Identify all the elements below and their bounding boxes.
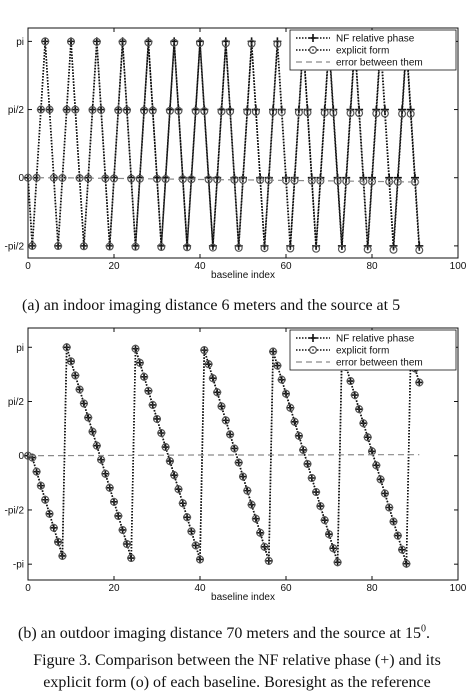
point-circle-dot bbox=[216, 391, 218, 393]
point-circle-dot bbox=[182, 502, 184, 504]
point-circle-dot bbox=[272, 351, 274, 353]
legend bbox=[290, 30, 456, 70]
point-circle-dot bbox=[281, 379, 283, 381]
point-circle-dot bbox=[40, 485, 42, 487]
point-circle-dot bbox=[221, 405, 223, 407]
point-circle-dot bbox=[294, 421, 296, 423]
caption-b bbox=[18, 624, 474, 644]
point-circle-dot bbox=[315, 248, 317, 250]
point-circle-dot bbox=[238, 462, 240, 464]
point-circle-dot bbox=[212, 377, 214, 379]
point-circle-dot bbox=[126, 543, 128, 545]
point-circle-dot bbox=[66, 346, 68, 348]
point-circle-dot bbox=[225, 42, 227, 44]
caption-b-end: . bbox=[426, 625, 430, 642]
point-circle-dot bbox=[375, 113, 377, 115]
point-circle-dot bbox=[393, 521, 395, 523]
series-line-error-between-them bbox=[28, 455, 419, 456]
point-circle-dot bbox=[285, 393, 287, 395]
point-circle-dot bbox=[92, 109, 94, 111]
point-circle-dot bbox=[358, 112, 360, 114]
point-circle-dot bbox=[311, 477, 313, 479]
point-circle-dot bbox=[165, 178, 167, 180]
point-circle-dot bbox=[74, 374, 76, 376]
point-circle-dot bbox=[44, 499, 46, 501]
point-circle-dot bbox=[384, 113, 386, 115]
point-circle-dot bbox=[380, 479, 382, 481]
point-circle-dot bbox=[208, 363, 210, 365]
y-tick-label: pi bbox=[16, 342, 24, 354]
series-line-nf-relative-phase bbox=[28, 41, 419, 246]
point-circle-dot bbox=[36, 177, 38, 179]
point-circle-dot bbox=[160, 246, 162, 248]
point-circle-dot bbox=[100, 459, 102, 461]
point-circle-dot bbox=[62, 555, 64, 557]
point-circle-dot bbox=[324, 519, 326, 521]
point-circle-dot bbox=[203, 110, 205, 112]
point-circle-dot bbox=[345, 180, 347, 182]
point-circle-dot bbox=[259, 532, 261, 534]
point-circle-dot bbox=[324, 112, 326, 114]
point-circle-dot bbox=[367, 249, 369, 251]
caption-b-degree: 0 bbox=[421, 623, 426, 635]
point-circle-dot bbox=[307, 463, 309, 465]
point-circle-dot bbox=[74, 109, 76, 111]
point-circle-dot bbox=[285, 179, 287, 181]
point-circle-dot bbox=[49, 513, 51, 515]
point-circle-dot bbox=[289, 407, 291, 409]
point-circle-dot bbox=[36, 471, 38, 473]
point-circle-dot bbox=[109, 246, 111, 248]
x-tick-label: 60 bbox=[280, 583, 292, 594]
point-circle-dot bbox=[332, 112, 334, 114]
chart-b bbox=[0, 318, 474, 618]
y-tick-label: pi/2 bbox=[7, 397, 24, 409]
point-circle-dot bbox=[165, 446, 167, 448]
point-circle-dot bbox=[307, 112, 309, 114]
point-circle-dot bbox=[139, 362, 141, 364]
point-circle-dot bbox=[57, 541, 59, 543]
figure-caption-line1: Figure 3. Comparison between the NF relative phase (+) and its bbox=[33, 652, 441, 669]
point-circle-dot bbox=[57, 245, 59, 247]
legend-marker-dot bbox=[312, 49, 314, 51]
point-circle-dot bbox=[199, 559, 201, 561]
point-circle-dot bbox=[216, 179, 218, 181]
point-circle-dot bbox=[350, 380, 352, 382]
point-circle-dot bbox=[350, 112, 352, 114]
point-circle-dot bbox=[31, 245, 33, 247]
point-circle-dot bbox=[109, 487, 111, 489]
point-circle-dot bbox=[126, 109, 128, 111]
x-tick-label: 0 bbox=[25, 261, 31, 272]
point-circle-dot bbox=[272, 111, 274, 113]
point-circle-dot bbox=[277, 43, 279, 45]
point-circle-dot bbox=[229, 111, 231, 113]
point-circle-dot bbox=[130, 557, 132, 559]
point-circle-dot bbox=[66, 109, 68, 111]
legend bbox=[290, 330, 456, 370]
point-circle-dot bbox=[96, 445, 98, 447]
point-circle-dot bbox=[406, 563, 408, 565]
point-circle-dot bbox=[255, 111, 257, 113]
point-circle-dot bbox=[148, 42, 150, 44]
x-tick-label: 60 bbox=[280, 261, 292, 272]
point-circle-dot bbox=[40, 109, 42, 111]
x-tick-label: 20 bbox=[108, 261, 120, 272]
point-circle-dot bbox=[238, 247, 240, 249]
point-circle-dot bbox=[83, 245, 85, 247]
point-circle-dot bbox=[87, 417, 89, 419]
point-circle-dot bbox=[113, 501, 115, 503]
y-tick-label: pi bbox=[16, 36, 24, 48]
point-circle-dot bbox=[148, 390, 150, 392]
point-circle-dot bbox=[268, 560, 270, 562]
legend-label: error between them bbox=[336, 57, 423, 69]
point-circle-dot bbox=[358, 408, 360, 410]
x-tick-label: 80 bbox=[366, 583, 378, 594]
x-axis-label: baseline index bbox=[211, 270, 275, 281]
point-circle-dot bbox=[83, 403, 85, 405]
legend-label: explicit form bbox=[336, 45, 390, 57]
point-circle-dot bbox=[251, 43, 253, 45]
point-circle-dot bbox=[264, 546, 266, 548]
point-circle-dot bbox=[105, 473, 107, 475]
point-circle-dot bbox=[298, 111, 300, 113]
point-circle-dot bbox=[135, 246, 137, 248]
point-circle-dot bbox=[156, 178, 158, 180]
figure-caption bbox=[0, 650, 474, 694]
x-tick-label: 100 bbox=[449, 583, 467, 594]
point-circle-dot bbox=[173, 42, 175, 44]
point-circle-dot bbox=[418, 382, 420, 384]
legend-label: error between them bbox=[336, 357, 423, 369]
legend-marker-dot bbox=[312, 349, 314, 351]
point-circle-dot bbox=[143, 110, 145, 112]
point-circle-dot bbox=[354, 394, 356, 396]
point-circle-dot bbox=[393, 249, 395, 251]
x-tick-label: 40 bbox=[194, 583, 206, 594]
legend-label: explicit form bbox=[336, 345, 390, 357]
point-circle-dot bbox=[70, 360, 72, 362]
point-circle-dot bbox=[401, 549, 403, 551]
point-circle-dot bbox=[49, 109, 51, 111]
x-tick-label: 40 bbox=[194, 261, 206, 272]
point-circle-dot bbox=[281, 111, 283, 113]
point-circle-dot bbox=[160, 432, 162, 434]
point-circle-dot bbox=[122, 529, 124, 531]
point-circle-dot bbox=[199, 42, 201, 44]
point-circle-dot bbox=[96, 41, 98, 43]
point-circle-dot bbox=[122, 41, 124, 43]
y-tick-label: 0 bbox=[18, 173, 24, 185]
point-circle-dot bbox=[375, 464, 377, 466]
point-circle-dot bbox=[117, 515, 119, 517]
point-circle-dot bbox=[264, 247, 266, 249]
x-axis-label: baseline index bbox=[211, 592, 275, 603]
point-circle-dot bbox=[105, 177, 107, 179]
point-circle-dot bbox=[186, 516, 188, 518]
point-circle-dot bbox=[225, 419, 227, 421]
point-circle-dot bbox=[302, 449, 304, 451]
point-circle-dot bbox=[332, 547, 334, 549]
figure-caption-line2: explicit form (o) of each baseline. Boresight as the reference bbox=[43, 674, 431, 691]
point-circle-dot bbox=[152, 110, 154, 112]
point-circle-dot bbox=[70, 41, 72, 43]
point-circle-dot bbox=[234, 448, 236, 450]
point-circle-dot bbox=[410, 113, 412, 115]
y-tick-label: 0 bbox=[18, 451, 24, 463]
point-circle-dot bbox=[31, 457, 33, 459]
point-circle-dot bbox=[418, 249, 420, 251]
point-circle-dot bbox=[191, 530, 193, 532]
point-circle-dot bbox=[246, 490, 248, 492]
point-circle-dot bbox=[277, 365, 279, 367]
point-circle-dot bbox=[367, 436, 369, 438]
point-circle-dot bbox=[363, 422, 365, 424]
point-circle-dot bbox=[221, 111, 223, 113]
point-circle-dot bbox=[117, 109, 119, 111]
point-circle-dot bbox=[195, 110, 197, 112]
x-tick-label: 20 bbox=[108, 583, 120, 594]
y-tick-label: -pi/2 bbox=[4, 505, 24, 517]
caption-a: (a) an indoor imaging distance 6 meters and the source at 5 bbox=[22, 297, 401, 314]
point-circle-dot bbox=[414, 181, 416, 183]
point-circle-dot bbox=[229, 434, 231, 436]
point-circle-dot bbox=[246, 111, 248, 113]
legend-label: NF relative phase bbox=[336, 333, 415, 345]
point-circle-dot bbox=[178, 488, 180, 490]
point-circle-dot bbox=[328, 533, 330, 535]
point-circle-dot bbox=[397, 535, 399, 537]
point-circle-dot bbox=[135, 348, 137, 350]
point-circle-dot bbox=[156, 418, 158, 420]
point-circle-dot bbox=[341, 248, 343, 250]
series-line-explicit-form bbox=[28, 41, 419, 250]
x-tick-label: 80 bbox=[366, 261, 378, 272]
y-tick-label: pi/2 bbox=[7, 105, 24, 117]
point-circle-dot bbox=[100, 109, 102, 111]
point-circle-dot bbox=[289, 248, 291, 250]
point-circle-dot bbox=[44, 40, 46, 42]
point-circle-dot bbox=[337, 561, 339, 563]
point-circle-dot bbox=[242, 476, 244, 478]
point-circle-dot bbox=[203, 349, 205, 351]
point-circle-dot bbox=[92, 431, 94, 433]
y-tick-label: -pi bbox=[12, 559, 24, 571]
point-circle-dot bbox=[320, 505, 322, 507]
point-circle-dot bbox=[195, 545, 197, 547]
point-circle-dot bbox=[388, 507, 390, 509]
legend-label: NF relative phase bbox=[336, 33, 415, 45]
point-circle-dot bbox=[169, 110, 171, 112]
y-tick-label: -pi/2 bbox=[4, 241, 24, 253]
point-circle-dot bbox=[384, 493, 386, 495]
point-circle-dot bbox=[298, 435, 300, 437]
caption-b-text: (b) an outdoor imaging distance 70 meters and the source at 15 bbox=[18, 625, 421, 642]
point-circle-dot bbox=[173, 474, 175, 476]
point-circle-dot bbox=[169, 460, 171, 462]
point-circle-dot bbox=[186, 246, 188, 248]
chart-a bbox=[0, 0, 474, 280]
point-circle-dot bbox=[178, 110, 180, 112]
point-circle-dot bbox=[371, 450, 373, 452]
point-circle-dot bbox=[401, 113, 403, 115]
point-circle-dot bbox=[255, 518, 257, 520]
point-circle-dot bbox=[79, 389, 81, 391]
point-circle-dot bbox=[143, 376, 145, 378]
x-tick-label: 100 bbox=[449, 261, 467, 272]
point-circle-dot bbox=[315, 491, 317, 493]
point-circle-dot bbox=[53, 527, 55, 529]
point-circle-dot bbox=[152, 404, 154, 406]
x-tick-label: 0 bbox=[25, 583, 31, 594]
point-circle-dot bbox=[212, 247, 214, 249]
point-circle-dot bbox=[251, 504, 253, 506]
